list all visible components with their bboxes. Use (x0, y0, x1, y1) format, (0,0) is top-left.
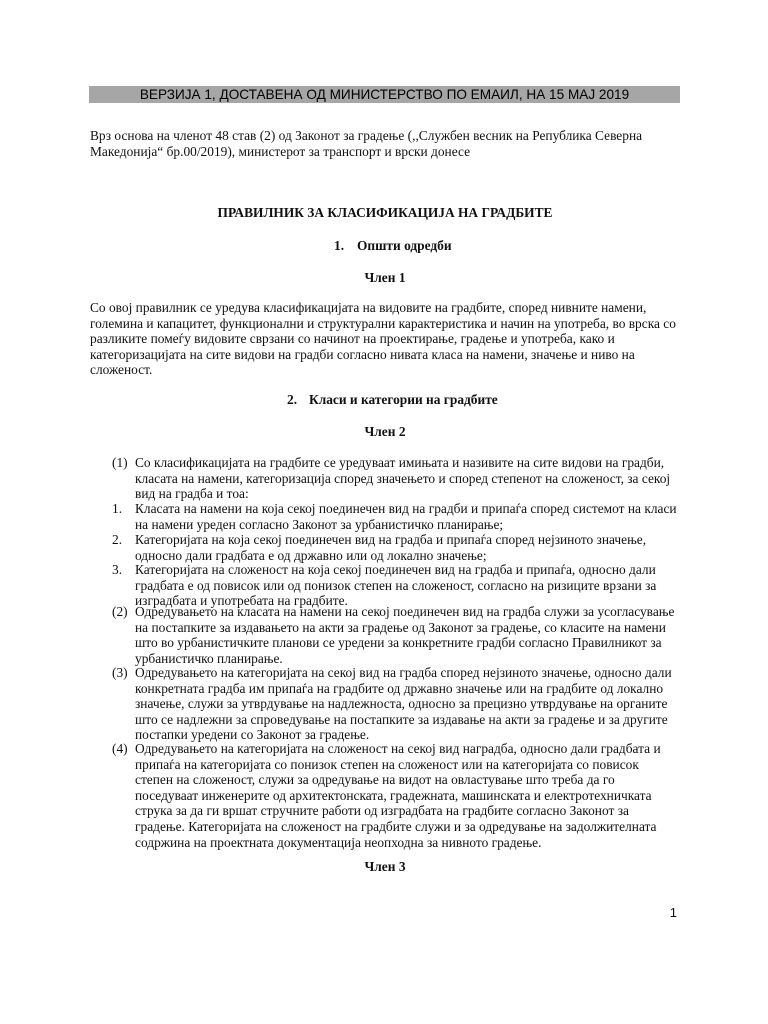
list-item: Класата на намени на која секој поединечен вид на градби и припаѓа според системот на класи на намени уреден согласно Законот за урбанистичко планирање; (135, 501, 677, 532)
document-title: ПРАВИЛНИК ЗА КЛАСИФИКАЦИЈА НА ГРАДБИТЕ (217, 205, 553, 220)
section-1-title: Општи одредби (357, 238, 452, 253)
article-3-heading: Член 3 (364, 859, 406, 874)
list-item: Категоријата на сложеност на која секој поединечен вид на градба и припаѓа, односно дали градбата е од повисок или од понизок степен на сложеност, согласно на ризиците врзани за изградбата и употребата на градбите. (135, 562, 657, 609)
list-marker: (1) (112, 455, 128, 470)
version-banner: ВЕРЗИЈА 1, ДОСТАВЕНА ОД МИНИСТЕРСТВО ПО ЕМАИЛ, НА 15 МАЈ 2019 (139, 87, 630, 102)
list-item: Одредувањето на категоријата на сложеност на секој вид наградба, односно дали градбата и припаѓа на категоријата со понизок степен на сложеност или на категоријата со повисок степен на сложеност, служи за одредување на видот на овластување што треба да го поседуваат инженерите од архитектонската, градежната, машинската и електротехничката струка за да ги вршат стручните работи од изградбата на градбите согласно Законот за градење. Категоријата на сложеност на градбите служи и за одредување на задолжителната содржина на проектната документација неопходна за нивното градење. (135, 741, 661, 850)
preamble: Врз основа на членот 48 став (2) од Законот за градење (,,Службен весник на Република Северна Македонија“ бр.00/2019), министерот за транспорт и врски донесе (90, 128, 643, 159)
article-2-heading: Член 2 (364, 424, 406, 439)
list-marker: 1. (112, 501, 123, 516)
article-1-text: Со овој правилник се уредува класификацијата на видовите на градбите, според нивните намени, големина и капацитет, функционални и структурални карактеристика и начин на употреба, во врска со разликите помеѓу видовите сврзани со начинот на проектирање, градење и употреба, како и категоризацијата на сите видови на градби согласно нивата класа на намени, значење и ниво на сложеност. (90, 300, 676, 378)
section-2-number: 2. (287, 392, 298, 407)
list-marker: 3. (112, 562, 123, 577)
list-item: Одредувањето на класата на намени на секој поединечен вид на градба служи за усогласување на постапките за издавањето на акти за градење од Законот за градење, со класите на намени што во урбанистичките планови се уредени за конкретните градби согласно Правилникот за урбанистичко планирање. (135, 604, 675, 666)
list-item: Категоријата на која секој поединечен вид на градба и припаѓа според нејзиното значење, односно дали градбата е од државно или од локално значење; (135, 532, 647, 563)
list-marker: (3) (112, 665, 128, 680)
section-1-number: 1. (334, 238, 345, 253)
article-1-heading: Член 1 (364, 270, 406, 285)
list-marker: (4) (112, 741, 128, 756)
list-marker: 2. (112, 532, 123, 547)
list-item: Со класификацијата на градбите се уредуваат имињата и називите на сите видови на градби, класата на намени, категоризација според значењето и според степенот на сложеност, за секој вид на градба и тоа: (135, 455, 671, 502)
list-marker: (2) (112, 604, 128, 619)
section-2-title: Класи и категории на градбите (309, 392, 498, 407)
page-number: 1 (669, 905, 677, 920)
list-item: Одредувањето на категоријата на секој вид на градба според нејзиното значење, односно дали конкретната градба им припаѓа на градбите од државно значење или на градбите од локално значење, служи за утврдување на надлежноста, односно за прецизно утврдување на органите што се надлежни за спроведување на постапките за издавање на акти за градење и за другите постапки уредени со Законот за градење. (135, 665, 672, 743)
